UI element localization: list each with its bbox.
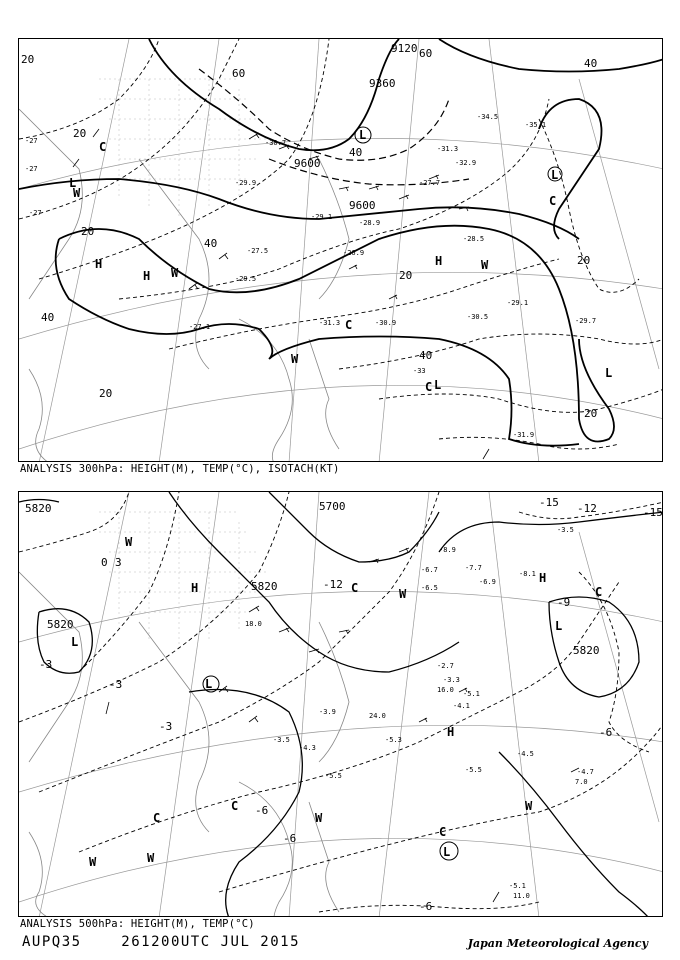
low-center-label: L <box>555 619 563 633</box>
station-value: -30.9 <box>375 319 397 327</box>
contour-label: 40 <box>584 57 598 70</box>
station-value: -31.3 <box>437 145 459 153</box>
contour-label: -9 <box>557 596 571 609</box>
contour-label: 40 <box>349 146 363 159</box>
high-center-label: H <box>447 725 455 739</box>
station-value: -29.5 <box>235 275 257 283</box>
cold-center-label: C <box>425 380 433 394</box>
station-value: -5.5 <box>325 772 342 780</box>
contour-label: -6 <box>283 832 297 845</box>
contour-label: 20 <box>81 225 95 238</box>
high-center-label: H <box>143 269 151 283</box>
low-center-label: L <box>551 168 559 182</box>
warm-center-label: W <box>399 587 407 601</box>
station-value: -26.9 <box>343 249 365 257</box>
low-center-label: L <box>443 845 451 859</box>
contour-label: -12 <box>577 502 597 515</box>
station-value: -27.1 <box>189 323 211 331</box>
station-value: -34.5 <box>477 113 499 121</box>
station-value: -4.1 <box>453 702 470 710</box>
contour-label: 9360 <box>369 77 396 90</box>
cold-center-label: C <box>595 585 603 599</box>
contour-label: 20 <box>73 127 87 140</box>
station-value: -6.9 <box>479 578 496 586</box>
station-value: -29.1 <box>507 299 529 307</box>
agency-name: Japan Meteorological Agency <box>467 937 648 950</box>
contour-label: -15 <box>539 496 559 509</box>
contour-label: 60 <box>232 67 246 80</box>
station-value: -3.5 <box>273 736 290 744</box>
station-value: -29.7 <box>575 317 597 325</box>
station-value: -8.9 <box>439 546 456 554</box>
caption-300hpa: ANALYSIS 300hPa: HEIGHT(M), TEMP(°C), ISOTACH(KT) <box>20 463 340 475</box>
wind-barbs-bottom <box>106 548 579 902</box>
contour-label: -3 <box>39 658 53 671</box>
cold-center-label: C <box>439 825 447 839</box>
high-center-label: H <box>95 257 103 271</box>
contour-label: -3 <box>159 720 173 733</box>
station-value: -3.5 <box>557 526 574 534</box>
station-value: -31.9 <box>513 431 535 439</box>
contour-label: 9600 <box>349 199 376 212</box>
contour-label: -12 <box>323 578 343 591</box>
high-center-label: H <box>539 571 547 585</box>
station-value: -7.7 <box>465 564 482 572</box>
caption-500hpa: ANALYSIS 500hPa: HEIGHT(M), TEMP(°C) <box>20 918 255 930</box>
contour-label: -15 <box>643 506 663 519</box>
station-value: -35.1 <box>525 121 547 129</box>
low-center-label: L <box>605 366 613 380</box>
station-value: -4.3 <box>299 744 316 752</box>
station-value: -31.3 <box>319 319 341 327</box>
warm-center-label: W <box>89 855 97 869</box>
station-value: -28.9 <box>359 219 381 227</box>
warm-center-label: W <box>73 186 81 200</box>
cold-center-label: C <box>549 194 557 208</box>
station-value: 7.0 <box>575 778 588 786</box>
warm-center-label: W <box>171 266 179 280</box>
contour-label: 20 <box>399 269 413 282</box>
contour-label: 5820 <box>251 580 278 593</box>
contour-label: 60 <box>419 47 433 60</box>
contour-label: -6 <box>255 804 269 817</box>
station-value: -5.3 <box>385 736 402 744</box>
contour-label: 40 <box>41 311 55 324</box>
warm-center-label: W <box>315 811 323 825</box>
bulletin-header <box>22 934 300 950</box>
station-value: -5.5 <box>465 766 482 774</box>
contour-label: 40 <box>204 237 218 250</box>
station-value: -30.5 <box>467 313 489 321</box>
station-value: -27.5 <box>247 247 269 255</box>
warm-center-label: W <box>525 799 533 813</box>
contour-label: -6 <box>599 726 613 739</box>
station-value: -33 <box>413 367 426 375</box>
warm-center-label: W <box>147 851 155 865</box>
station-value: -3.9 <box>319 708 336 716</box>
station-value: -3.3 <box>443 676 460 684</box>
station-value: 24.0 <box>369 712 386 720</box>
high-center-label: H <box>191 581 199 595</box>
contour-label: 5820 <box>47 618 74 631</box>
contour-label: 5820 <box>25 502 52 515</box>
warm-center-label: W <box>481 258 489 272</box>
station-value: -6.7 <box>421 566 438 574</box>
contour-label: 20 <box>577 254 591 267</box>
station-value: -8.1 <box>519 570 536 578</box>
station-value: -30.7 <box>265 139 287 147</box>
contour-label: -3 <box>109 678 123 691</box>
low-center-label: L <box>71 635 79 649</box>
contour-label: 9600 <box>294 157 321 170</box>
height-contours-top <box>19 39 663 446</box>
cold-center-label: C <box>231 799 239 813</box>
station-value: -5.1 <box>463 690 480 698</box>
contour-label: 20 <box>584 407 598 420</box>
cold-center-label: C <box>351 581 359 595</box>
station-value: -2.7 <box>437 662 454 670</box>
cold-center-label: C <box>345 318 353 332</box>
station-value: -5.1 <box>509 882 526 890</box>
station-value: -27 <box>25 137 38 145</box>
pressure-centers-top <box>69 128 612 394</box>
graticule-top <box>19 39 663 462</box>
isotach-top <box>199 69 469 185</box>
station-value: -27.7 <box>419 179 441 187</box>
hatch-bottom <box>99 512 269 652</box>
contour-label: 5700 <box>319 500 346 513</box>
station-value: -6.5 <box>421 584 438 592</box>
contour-label: 5820 <box>573 644 600 657</box>
contour-labels-bottom <box>25 496 663 913</box>
warm-center-label: W <box>291 352 299 366</box>
station-value: 11.0 <box>513 892 530 900</box>
hatch-top <box>99 79 269 219</box>
cold-center-label: C <box>153 811 161 825</box>
warm-center-label: W <box>125 535 133 549</box>
contour-label: 20 <box>21 53 35 66</box>
contour-label: 40 <box>419 349 433 362</box>
contour-label: -6 <box>419 900 433 913</box>
station-value: -29.1 <box>311 213 333 221</box>
contour-labels-top <box>21 42 597 420</box>
low-center-label: L <box>359 128 367 142</box>
station-value: -4.5 <box>517 750 534 758</box>
low-center-label: L <box>205 677 213 691</box>
station-value: -32.9 <box>455 159 477 167</box>
contour-label: 20 <box>99 387 113 400</box>
station-value: -27 <box>29 209 42 217</box>
bulletin-code: AUPQ35 <box>22 934 82 950</box>
high-center-label: H <box>435 254 443 268</box>
bulletin-datetime: 261200UTC JUL 2015 <box>121 934 301 950</box>
low-center-label: L <box>434 378 442 392</box>
station-value: -4.7 <box>577 768 594 776</box>
contour-label: 0 <box>101 556 108 569</box>
contour-label: 3 <box>115 556 122 569</box>
contour-label: 9120 <box>391 42 418 55</box>
station-value: 16.0 <box>437 686 454 694</box>
cold-center-label: C <box>99 140 107 154</box>
station-value: -27 <box>25 165 38 173</box>
low-center-label: L <box>69 176 77 190</box>
station-value: -29.9 <box>235 179 257 187</box>
chart-500hpa-map <box>19 492 663 917</box>
station-value: -28.5 <box>463 235 485 243</box>
chart-300hpa-map <box>19 39 663 462</box>
station-value: 18.0 <box>245 620 262 628</box>
chart-500hpa <box>18 491 663 917</box>
chart-300hpa <box>18 38 663 462</box>
